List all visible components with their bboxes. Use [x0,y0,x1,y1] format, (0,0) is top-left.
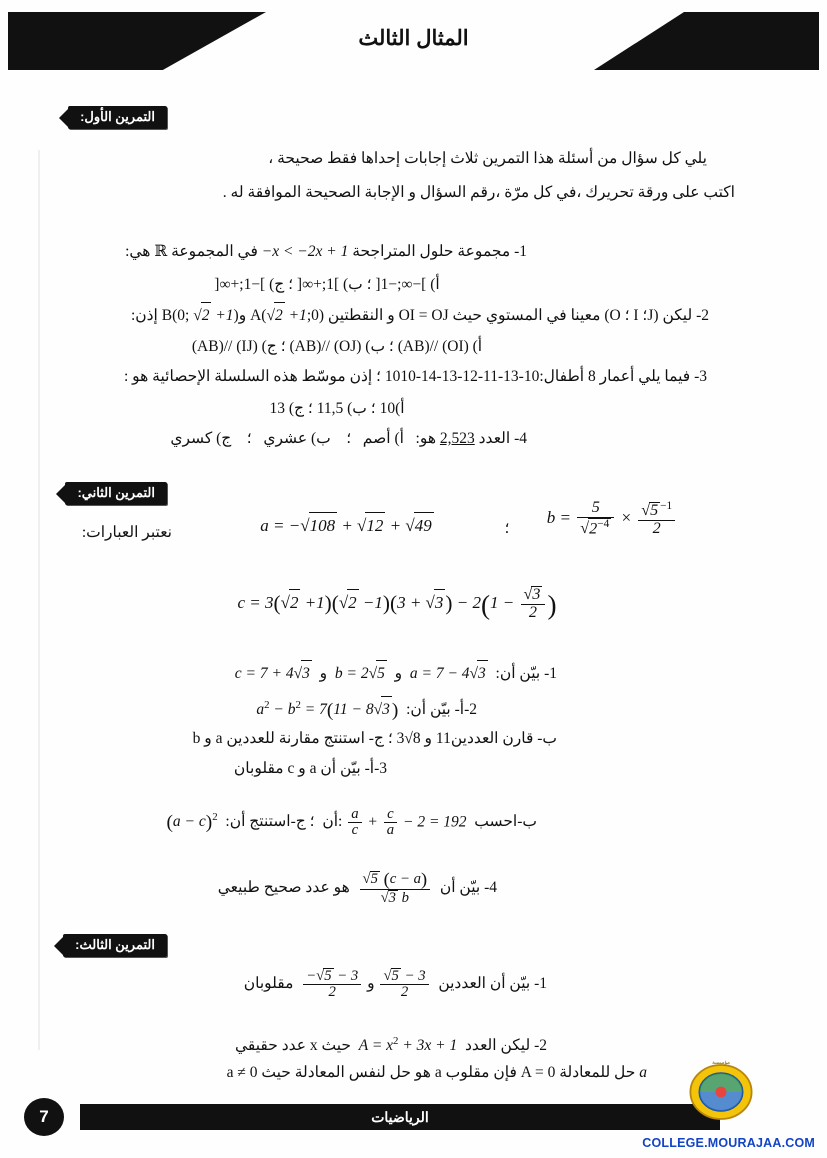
exercise-2-question-4-label: 4- بيّن أن [439,878,497,896]
exercise-2-question-1-label: 1- بيّن أن: [495,665,557,682]
exercise-1-question-1-choices: أ) ]−∞;−1[ ؛ ب) ]1;+∞[ ؛ ج) ]−1;+∞[ [214,276,440,293]
exercise-2-question-3b: ب-احسب $\frac{a}{c}$ + $\frac{c}{a}$ − 2 = 192 :أن ؛ ج-استنتج أن: $(a - c)^2$ [166,805,537,839]
exercise-2-lead: نعتبر العبارات: [81,524,172,541]
svg-text:مؤسسة: مؤسسة [712,1060,730,1067]
exercise-3-question-1-tail: مقلوبان [243,975,294,993]
school-logo-icon [675,1056,767,1128]
footer-subject: الرياضيات [371,1109,429,1125]
exercise-2-question-4: 4- بيّن أن $\frac{√5 (c - a)}{√3 b}$ هو عدد صحيح طبيعي [217,869,497,907]
page-header [0,0,827,88]
page-number-badge: 7 [24,1098,64,1136]
exercise-2-formula-c: c = 3(√2 +1)(√2 −1)(3 + √3) − 2(1 − $\frac{√3}{2}$ ) [237,586,557,621]
exercise-1-intro-line-1: يلي كل سؤال من أسئلة هذا التمرين ثلاث إجابات إحداها فقط صحيحة ، [268,150,707,167]
exercise-2-question-3c-label: ؛ ج-استنتج أن: [225,813,315,831]
exercise-3-question-3: a حل للمعادلة A = 0 فإن مقلوب a هو حل لنفس المعادلة حيث a ≠ 0 [226,1064,647,1081]
exercise-1-heading: التمرين الأول: [68,106,167,129]
exercise-2-formula-b: b = $\frac{5}{√2^{-4}}$ × $\frac{√5 ^{-1}}{2}$ [517,500,707,538]
exercise-2-question-3b-label: ب-احسب [474,813,537,831]
page-title: المثال الثالث [358,27,469,50]
formula-separator-1: ؛ [504,520,510,537]
site-url: COLLEGE.MOURAJAA.COM [642,1136,815,1150]
exercise-3-question-1: 1- بيّن أن العددين $\frac{√5 - 3}{2}$ و $\frac{-√5 - 3}{2}$ مقلوبان [243,968,547,1001]
margin-rule [38,150,40,1050]
exercise-2-formula-a: a = −√108 + √12 + √49 [207,512,487,539]
exercise-3-question-2: 2- ليكن العدد $A = x^2 + 3x + 1$ حيث x عدد حقيقي [235,1035,547,1055]
exercise-1-question-2: 2- ليكن (J؛ I ؛ O) معينا في المستوي حيث OI = OJ و النقطتين A(√2 +1;0) وB(0; √2 +1) إذن: [9,302,709,329]
exercise-2-question-3a: 3-أ- بيّن أن a و c مقلوبان [233,760,387,777]
exercise-1-intro-line-2: اكتب على ورقة تحريرك ،في كل مرّة ،رقم السؤال و الإجابة الصحيحة الموافقة له . [222,184,735,201]
exercise-1-question-3-choices: أ)10 ؛ ب) 11,5 ؛ ج) 13 [269,400,405,417]
exercise-2-question-2a-label: 2-أ- بيّن أن: [406,701,477,719]
q1-text: 1- مجموعة حلول المتراجحة [348,243,527,260]
exercise-3-question-2-label: 2- ليكن العدد [465,1037,547,1055]
exercise-3-question-1-label: 1- بيّن أن العددين [438,975,547,993]
exercise-3-question-2-tail: حيث x عدد حقيقي [235,1037,352,1055]
exercise-2-question-1: 1- بيّن أن: a = 7 − 4√3 و b = 2√5 و c = 7 + 4√3 [77,660,557,687]
exercise-2-heading: التمرين الثاني: [65,482,167,505]
exercise-2-question-4-tail: هو عدد صحيح طبيعي [217,878,350,896]
exercise-1-question-4: 4- العدد 2,523 هو: أ) أصم ؛ ب) عشري ؛ ج) كسري [170,430,527,447]
exercise-3-heading: التمرين الثالث: [63,934,167,957]
exercise-3-question-3-text: حل للمعادلة A = 0 فإن مقلوب a هو حل لنفس المعادلة حيث a ≠ 0 [226,1064,636,1081]
exercise-1-question-2-choices: أ) (OI) //(AB) ؛ ب) (OJ) //(AB) ؛ ج) (IJ) //(AB) [191,338,483,355]
exercise-1-question-3: 3- فيما يلي أعمار 8 أطفال:10-13-11-12-13-14-1010 ؛ إذن موسّط هذه السلسلة الإحصائية هو : [123,368,707,385]
exercise-1-question-1: 1- مجموعة حلول المتراجحة −x < −2x + 1 في المجموعة ℝ هي: [7,238,527,265]
exercise-2-question-2b: ب- قارن العددين11 و 8√3 ؛ ج- استنتج مقارنة للعددين a و b [192,730,557,747]
q1-inequality: −x < −2x + 1 [261,243,349,260]
exercise-2-question-2a: 2-أ- بيّن أن: $a^2 - b^2 = 7(11 - 8√3$ ) [77,692,477,724]
